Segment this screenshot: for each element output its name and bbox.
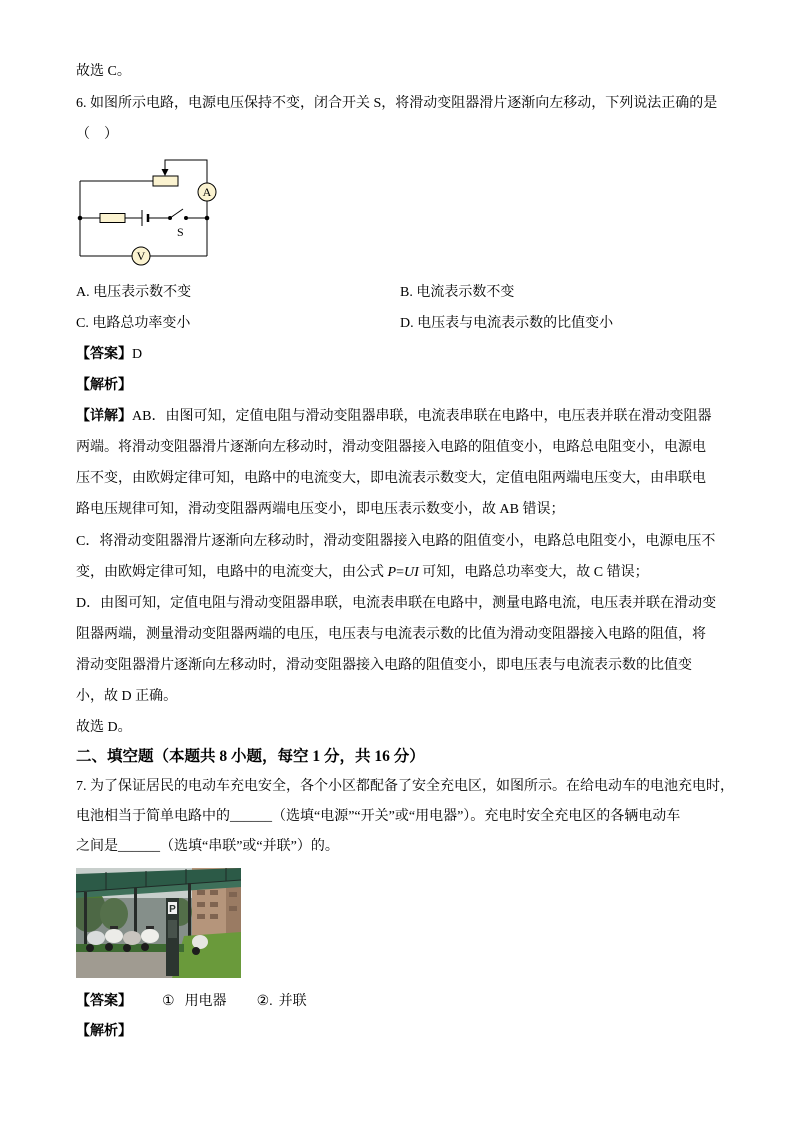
answer-label: 【答案】 (76, 346, 132, 362)
blank-answer-2 (257, 994, 307, 1009)
detail-label: 【详解】 (76, 409, 132, 424)
photo-sign-plate (168, 920, 177, 938)
slider-arrow-icon (162, 169, 169, 176)
blank-number: ① (162, 994, 175, 1009)
q5-conclusion: 故选 C。 (76, 64, 131, 79)
q7-stem-line: 7. 为了保证居民的电动车充电安全，各个小区都配备了安全充电区，如图所示。在给电动车的电池充电时， (76, 779, 734, 794)
option-c: C. 电路总功率变小 (76, 315, 191, 331)
detail-line-formula (76, 557, 724, 588)
blank-text: 用电器 (184, 994, 227, 1009)
blank-answer-1 (162, 994, 227, 1009)
option-a: A. 电压表示数不变 (76, 284, 192, 300)
voltmeter-label: V (136, 249, 146, 263)
q7-answer-section (76, 987, 307, 1047)
formula-post: 可知，电路总功率变大，故 C 错误； (418, 564, 649, 580)
detail-line: C．将滑动变阻器滑片逐渐向左移动时，滑动变阻器接入电路的阻值变小，电路总电阻变小，电源电压不 (76, 533, 716, 549)
slide-rheostat (153, 176, 178, 186)
detail-line: 滑动变阻器滑片逐渐向左移动时，滑动变阻器接入电路的阻值变小，即电压表与电流表示数的比值变 (76, 658, 692, 673)
blank-number: ②. (256, 994, 273, 1009)
junction-right (205, 216, 210, 221)
photo-sign-letter: P (169, 904, 176, 915)
answer-value: D (132, 346, 143, 362)
ammeter-label: A (202, 185, 212, 199)
formula-eq: = (396, 564, 404, 580)
q7-section (76, 742, 734, 862)
blank-text: 并联 (278, 994, 307, 1009)
q7-answer (76, 987, 307, 1017)
circuit-diagram (70, 150, 230, 270)
q7-analysis-label: 【解析】 (76, 1024, 132, 1039)
switch-contact (184, 216, 188, 220)
options-row-2 (76, 308, 724, 339)
junction-left (78, 216, 83, 221)
detail-line: D．由图可知，定值电阻与滑动变阻器串联，电流表串联在电路中，测量电路电流，电压表并联在滑动变 (76, 595, 717, 611)
q6-answer-paren: （ ） (76, 126, 118, 142)
q6-body (76, 277, 724, 744)
switch-blade (170, 209, 183, 218)
detail-line: 小，故 D 正确。 (76, 689, 178, 705)
q7-stem-line: 电池相当于简单电路中的______（选填“电源”“开关”或“用电器”）。充电时安全充电区的各辆电动车 (76, 809, 681, 824)
charging-area-photo (76, 868, 241, 978)
q6-conclusion: 故选 D。 (76, 720, 132, 736)
fixed-resistor (100, 214, 125, 223)
q6-stem-text: 6. 如图所示电路，电源电压保持不变，闭合开关 S，将滑动变阻器滑片逐渐向左移动，下列说法正确的是 (76, 95, 718, 111)
switch-pivot (168, 216, 172, 220)
q6-answer (76, 339, 724, 370)
detail-line: 两端。将滑动变阻器滑片逐渐向左移动时，滑动变阻器接入电路的阻值变小，电路总电阻变小，电源电 (76, 440, 706, 456)
q6-stem (76, 88, 717, 150)
detail-line: 路电压规律可知，滑动变阻器两端电压变小，即电压表示数变小，故 AB 错误； (76, 502, 565, 518)
switch-label: S (177, 225, 184, 239)
answer-label: 【答案】 (76, 994, 132, 1009)
section-heading: 二、填空题（本题共 8 小题，每空 1 分，共 16 分） (76, 748, 425, 765)
formula-pre: 变，由欧姆定律可知，电路中的电流变大，由公式 (76, 564, 388, 580)
q6-analysis-label: 【解析】 (76, 377, 132, 393)
detail-line: 阻器两端，测量滑动变阻器两端的电压，电压表与电流表示数的比值为滑动变阻器接入电路的阻值，将 (76, 626, 706, 642)
detail-text: AB．由图可知，定值电阻与滑动变阻器串联，电流表串联在电路中，电压表并联在滑动变阻器 (132, 409, 712, 424)
formula-var-ui: UI (403, 564, 419, 580)
formula-var-p: P (387, 564, 397, 580)
q5-tail (76, 56, 131, 87)
options-row-1 (76, 277, 724, 308)
option-b: B. 电流表示数不变 (400, 284, 515, 300)
detail-line: 压不变，由欧姆定律可知，电路中的电流变大，即电流表示数变大，定值电阻两端电压变大，由串联电 (76, 471, 706, 487)
detail-line (76, 401, 724, 432)
option-d: D. 电压表与电流表示数的比值变小 (400, 315, 614, 331)
q7-stem-line: 之间是______（选填“串联”或“并联”）的。 (76, 839, 339, 854)
